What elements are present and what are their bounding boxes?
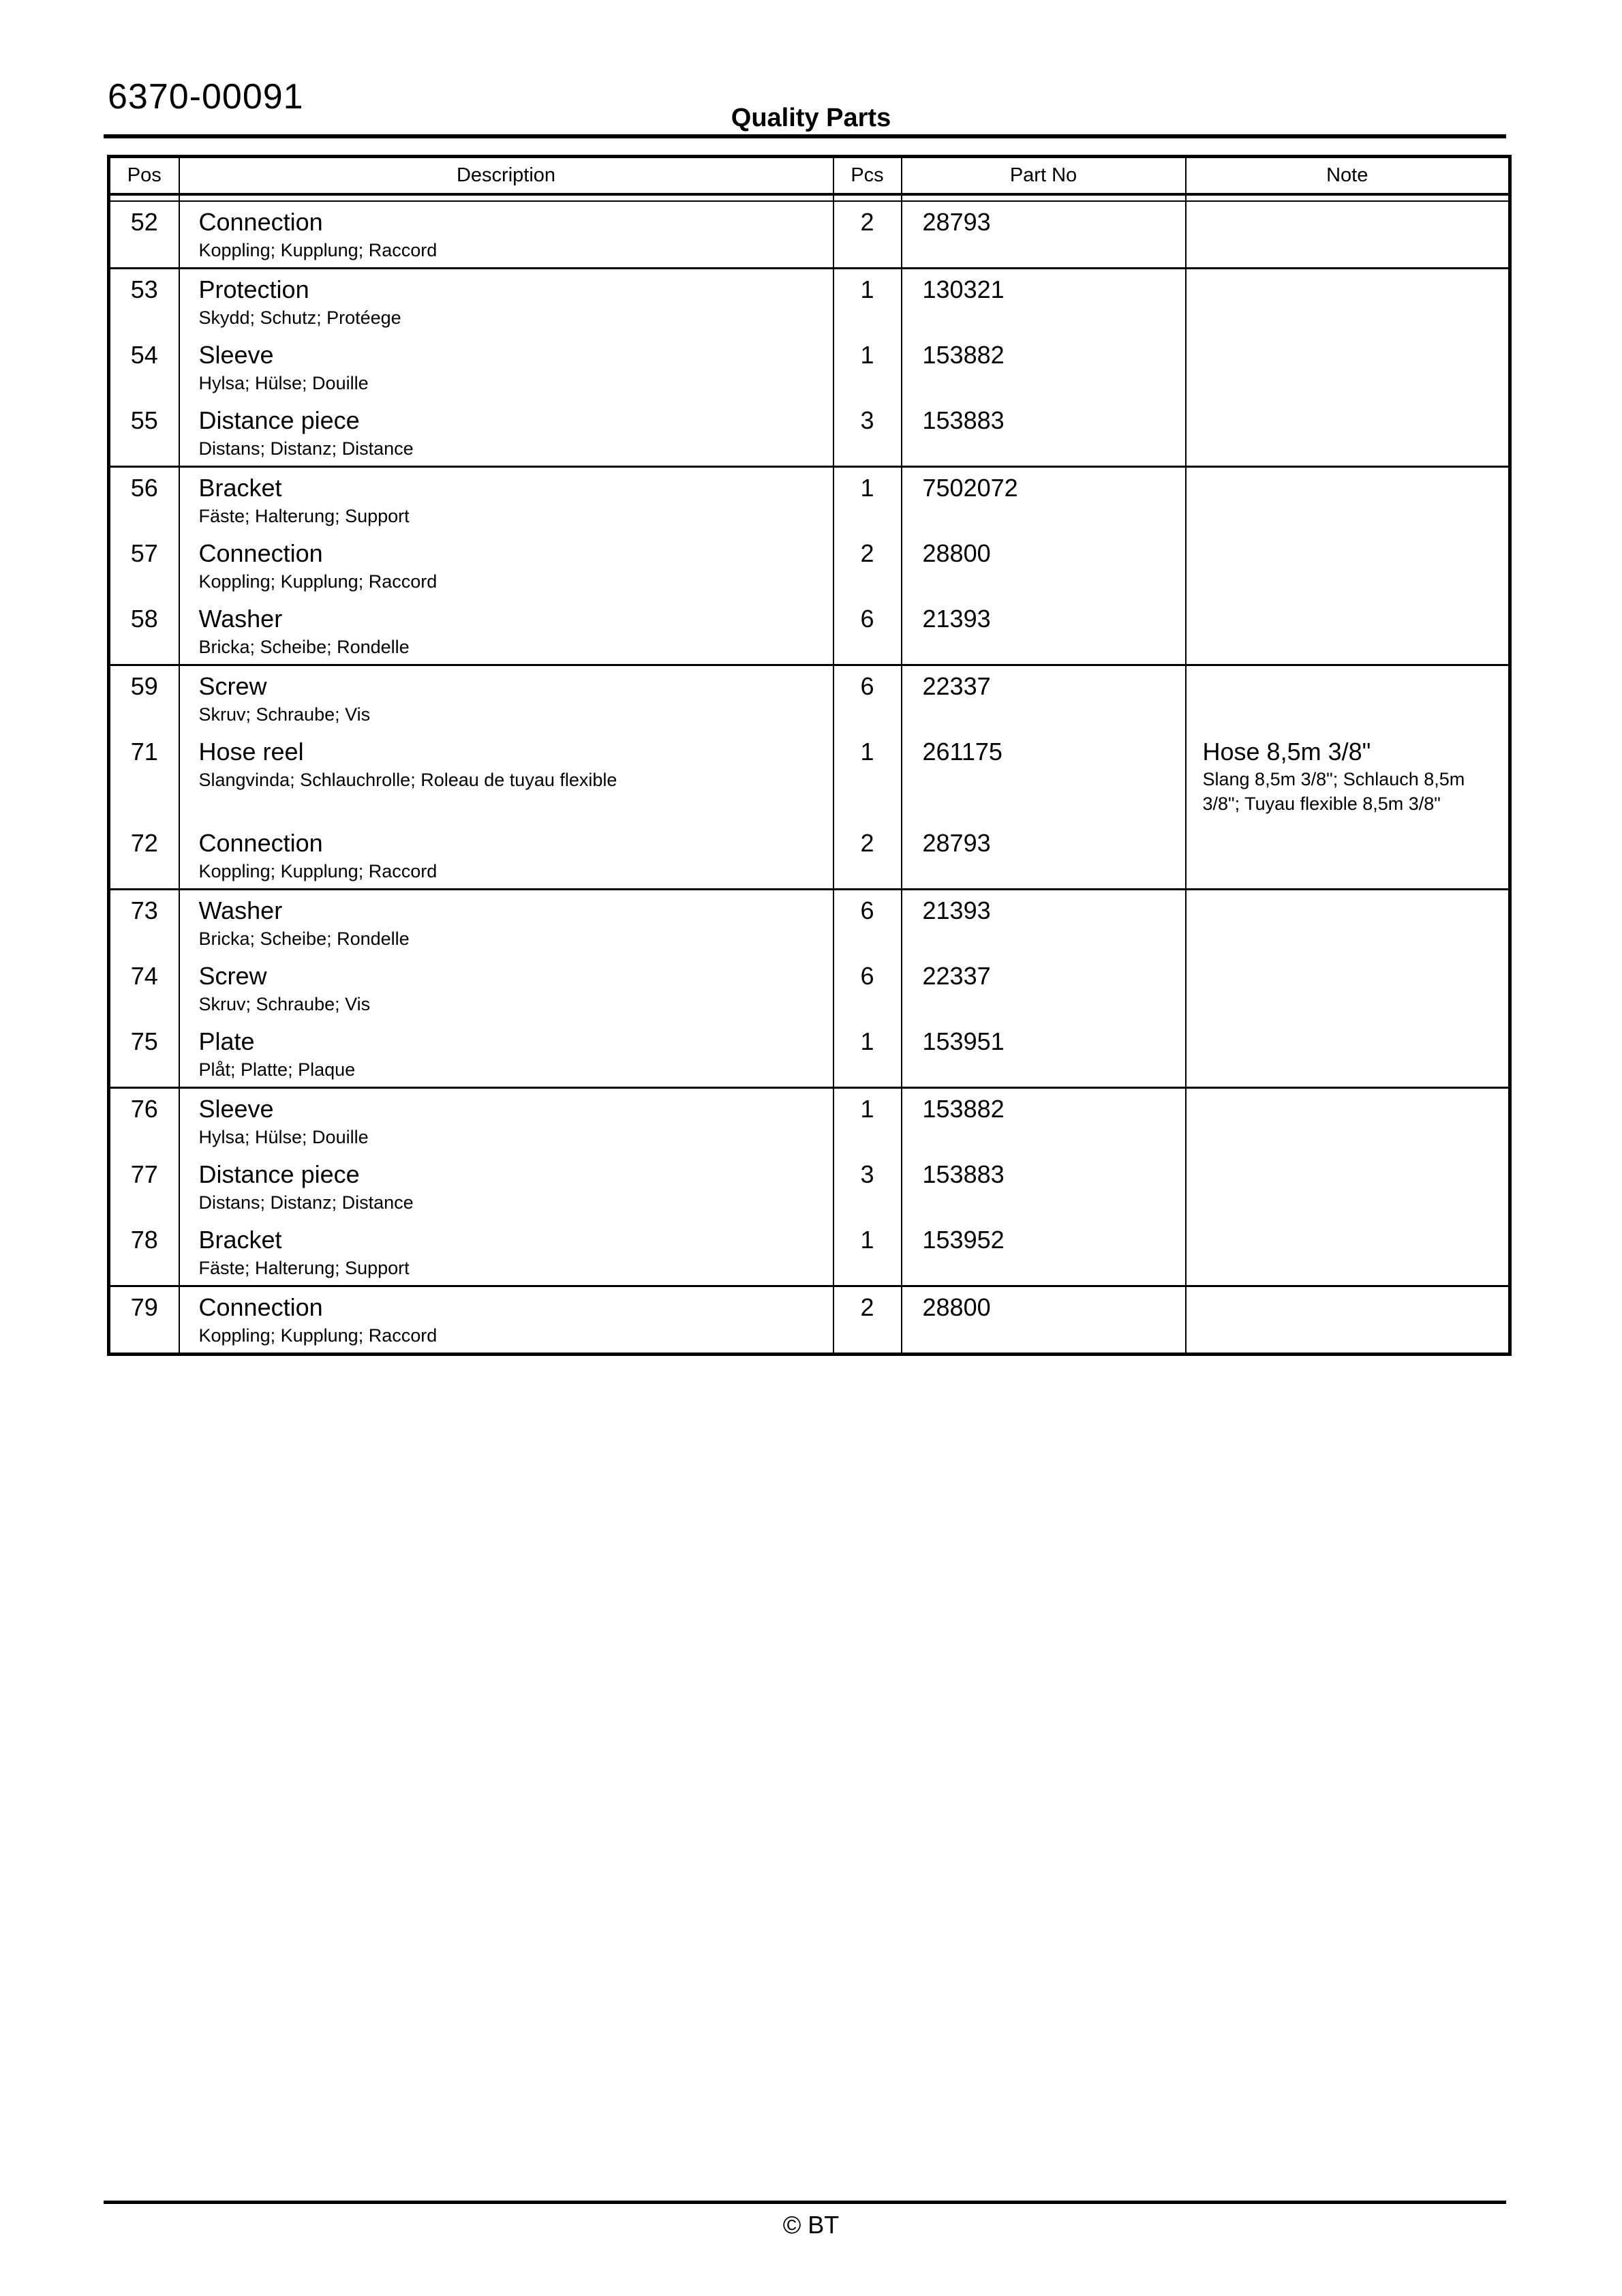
pos-value: 78	[130, 1225, 158, 1254]
description-sub: Slangvinda; Schlauchrolle; Roleau de tuyau flexible	[198, 769, 617, 790]
part-no-value: 22337	[902, 665, 1186, 731]
pcs-value: 3	[833, 400, 902, 467]
table-row	[109, 268, 1510, 335]
row-group	[109, 1087, 1510, 1286]
table-row	[109, 823, 1510, 890]
parts-table	[107, 155, 1512, 1356]
description-main: Sleeve	[198, 340, 274, 369]
description-sub: Hylsa; Hülse; Douille	[198, 372, 369, 393]
part-no-value: 28800	[902, 1286, 1186, 1354]
pcs-value: 1	[833, 335, 902, 400]
part-no-value: 28793	[902, 823, 1186, 890]
parts-table-header	[109, 157, 1510, 194]
description-main: Sleeve	[198, 1094, 274, 1123]
pcs-value: 1	[833, 1087, 902, 1154]
part-no-value: 153882	[902, 335, 1186, 400]
pos-value: 71	[130, 737, 158, 766]
page-title: Quality Parts	[731, 104, 891, 132]
description-main: Connection	[198, 828, 323, 857]
column-header-note: Note	[1186, 157, 1510, 194]
description-main: Distance piece	[198, 1160, 360, 1188]
header-double-line-spacer	[109, 194, 1510, 201]
header-divider-rule	[104, 134, 1506, 138]
description-sub: Koppling; Kupplung; Raccord	[198, 571, 438, 592]
column-header-part-no: Part No	[902, 157, 1186, 194]
part-no-value: 21393	[902, 889, 1186, 956]
row-group	[109, 268, 1510, 466]
table-row	[109, 1021, 1510, 1088]
table-row	[109, 1286, 1510, 1354]
description-main: Connection	[198, 1293, 323, 1321]
description-sub: Fäste; Halterung; Support	[198, 505, 410, 526]
description-main: Screw	[198, 961, 267, 990]
pos-value: 73	[130, 896, 158, 924]
pos-value: 59	[130, 671, 158, 700]
pcs-value: 1	[833, 731, 902, 823]
part-no-value: 28793	[902, 201, 1186, 269]
description-main: Bracket	[198, 473, 282, 502]
description-main: Screw	[198, 671, 267, 700]
table-row	[109, 533, 1510, 599]
table-row	[109, 889, 1510, 956]
pcs-value: 2	[833, 1286, 902, 1354]
description-sub: Skruv; Schraube; Vis	[198, 993, 371, 1014]
table-row	[109, 665, 1510, 731]
part-no-value: 153952	[902, 1220, 1186, 1286]
table-row	[109, 201, 1510, 269]
description-sub: Koppling; Kupplung; Raccord	[198, 860, 438, 881]
part-no-value: 153951	[902, 1021, 1186, 1088]
part-no-value: 130321	[902, 268, 1186, 335]
pcs-value: 6	[833, 956, 902, 1021]
table-row	[109, 1220, 1510, 1286]
pcs-value: 6	[833, 889, 902, 956]
part-no-value: 21393	[902, 599, 1186, 665]
pos-value: 72	[130, 828, 158, 857]
column-header-description: Description	[179, 157, 833, 194]
pos-value: 54	[130, 340, 158, 369]
row-group	[109, 1286, 1510, 1354]
description-main: Washer	[198, 604, 283, 633]
table-row	[109, 466, 1510, 533]
note-main: Hose 8,5m 3/8"	[1202, 737, 1371, 766]
description-sub: Bricka; Scheibe; Rondelle	[198, 928, 410, 949]
description-sub: Plåt; Platte; Plaque	[198, 1059, 356, 1080]
description-sub: Distans; Distanz; Distance	[198, 438, 414, 459]
table-row	[109, 400, 1510, 467]
pos-value: 74	[130, 961, 158, 990]
row-group	[109, 466, 1510, 665]
pos-value: 56	[130, 473, 158, 502]
row-group	[109, 665, 1510, 889]
description-main: Plate	[198, 1027, 255, 1055]
pcs-value: 2	[833, 201, 902, 269]
description-main: Washer	[198, 896, 283, 924]
description-sub: Skydd; Schutz; Protéege	[198, 307, 401, 328]
pos-value: 79	[130, 1293, 158, 1321]
part-no-value: 153883	[902, 400, 1186, 467]
description-sub: Koppling; Kupplung; Raccord	[198, 239, 438, 260]
pos-value: 55	[130, 406, 158, 434]
description-sub: Hylsa; Hülse; Douille	[198, 1126, 369, 1147]
pcs-value: 2	[833, 823, 902, 890]
pcs-value: 2	[833, 533, 902, 599]
description-sub: Skruv; Schraube; Vis	[198, 704, 371, 725]
description-sub: Bricka; Scheibe; Rondelle	[198, 636, 410, 657]
part-no-value: 153882	[902, 1087, 1186, 1154]
description-sub: Fäste; Halterung; Support	[198, 1257, 410, 1278]
copyright-notice: © BT	[782, 2211, 840, 2239]
pcs-value: 6	[833, 665, 902, 731]
pos-value: 75	[130, 1027, 158, 1055]
description-main: Distance piece	[198, 406, 360, 434]
part-no-value: 261175	[902, 731, 1186, 823]
table-row	[109, 731, 1510, 823]
description-main: Protection	[198, 275, 309, 303]
footer-divider-rule	[104, 2201, 1506, 2204]
row-group	[109, 889, 1510, 1087]
pcs-value: 1	[833, 1220, 902, 1286]
pcs-value: 6	[833, 599, 902, 665]
pos-value: 53	[130, 275, 158, 303]
pcs-value: 1	[833, 1021, 902, 1088]
description-main: Hose reel	[198, 737, 304, 766]
pcs-value: 1	[833, 268, 902, 335]
column-header-pos: Pos	[109, 157, 179, 194]
description-main: Connection	[198, 207, 323, 236]
part-no-value: 153883	[902, 1154, 1186, 1220]
description-main: Connection	[198, 539, 323, 567]
part-no-value: 7502072	[902, 466, 1186, 533]
pos-value: 52	[130, 207, 158, 236]
part-no-value: 22337	[902, 956, 1186, 1021]
description-main: Bracket	[198, 1225, 282, 1254]
pos-value: 76	[130, 1094, 158, 1123]
pcs-value: 3	[833, 1154, 902, 1220]
pos-value: 58	[130, 604, 158, 633]
pos-value: 57	[130, 539, 158, 567]
table-row	[109, 335, 1510, 400]
description-sub: Koppling; Kupplung; Raccord	[198, 1325, 438, 1346]
table-row	[109, 956, 1510, 1021]
table-row	[109, 1087, 1510, 1154]
table-row	[109, 1154, 1510, 1220]
part-no-value: 28800	[902, 533, 1186, 599]
pos-value: 77	[130, 1160, 158, 1188]
row-group	[109, 201, 1510, 269]
pcs-value: 1	[833, 466, 902, 533]
document-number: 6370-00091	[108, 77, 304, 117]
column-header-pcs: Pcs	[833, 157, 902, 194]
note-sub: Slang 8,5m 3/8"; Schlauch 8,5m 3/8"; Tuyau flexible 8,5m 3/8"	[1202, 768, 1465, 814]
table-row	[109, 599, 1510, 665]
description-sub: Distans; Distanz; Distance	[198, 1192, 414, 1213]
